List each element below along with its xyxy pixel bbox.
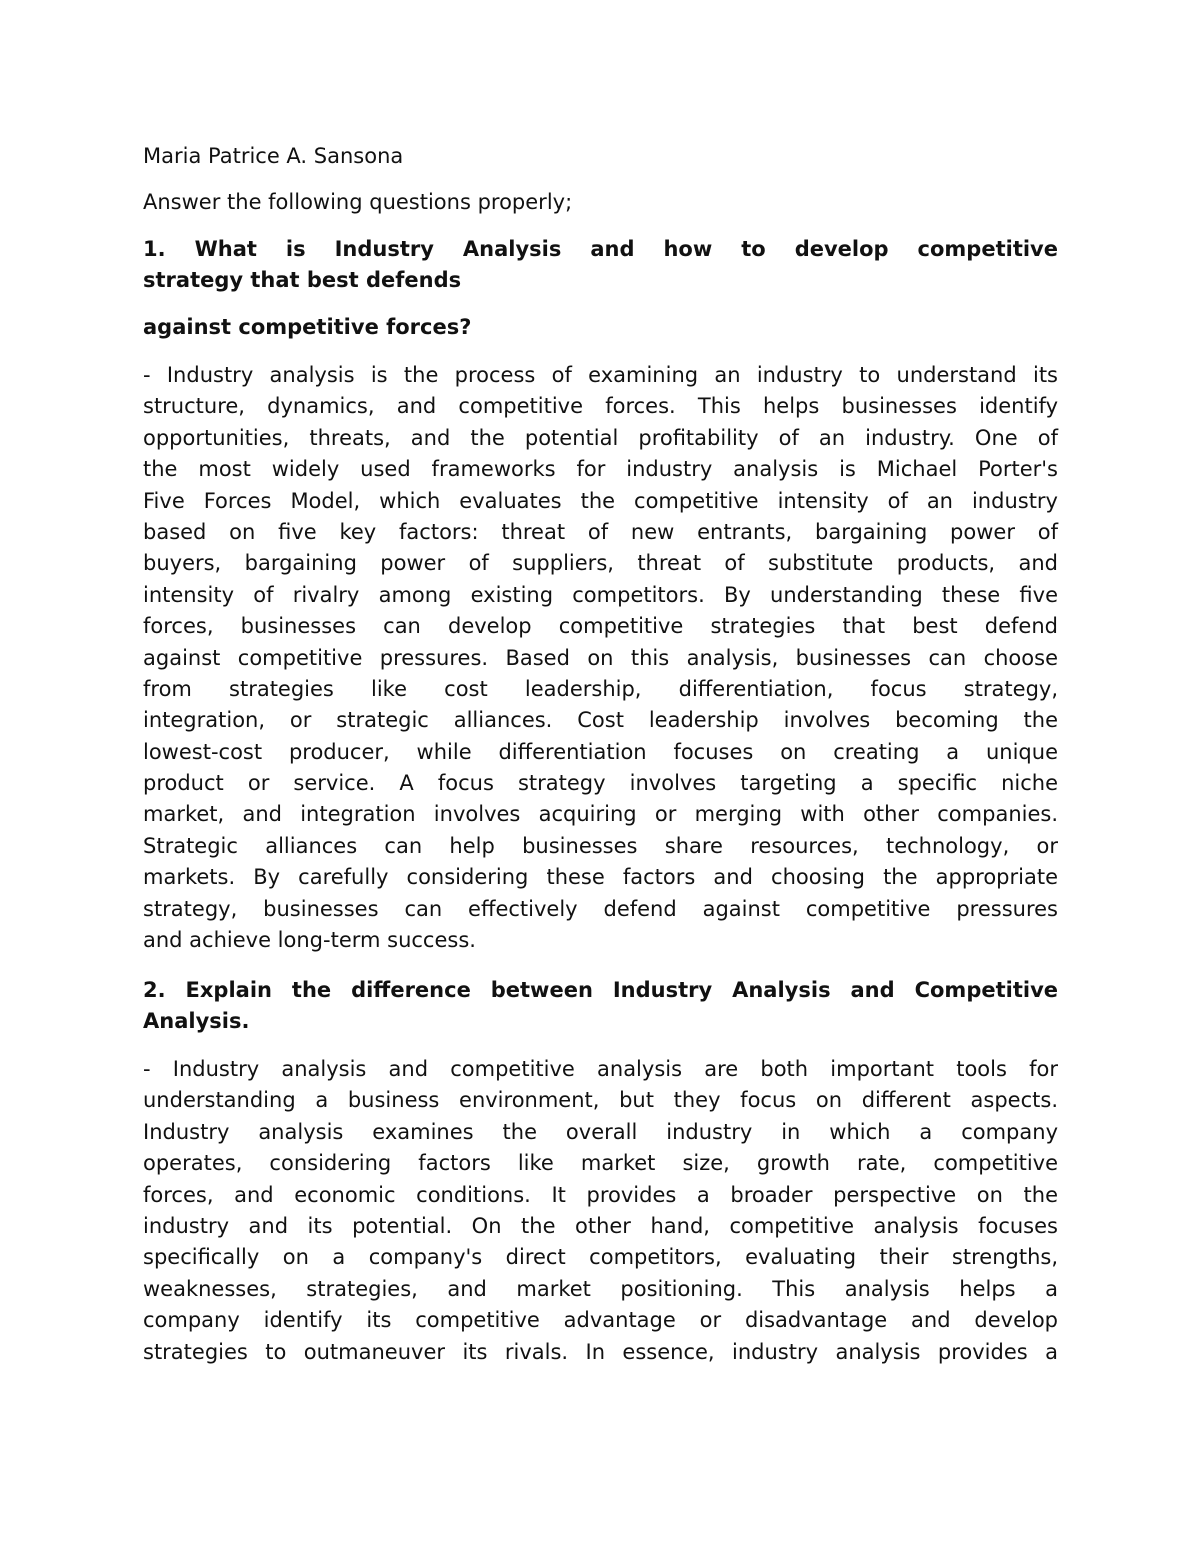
answer-line: and achieve long-term success.: [143, 928, 476, 953]
answer-line: Strategic alliances can help businesses share resources, technology, or: [143, 833, 1058, 858]
answer-line: - Industry analysis and competitive analysis are both important tools for: [143, 1057, 1058, 1081]
answer-line: buyers, bargaining power of suppliers, threat of substitute products, and: [143, 551, 1058, 576]
answer-line: forces, and economic conditions. It provides a broader perspective on the: [143, 1182, 1058, 1207]
answer-line: forces, businesses can develop competitive strategies that best defend: [143, 614, 1058, 639]
answer-line: markets. By carefully considering these factors and choosing the appropriate: [143, 865, 1058, 890]
instruction: Answer the following questions properly;: [143, 190, 573, 214]
question-1-heading: 1. What is Industry Analysis and how to develop competitive strategy that best defends: [143, 237, 1058, 293]
answer-line: from strategies like cost leadership, differentiation, focus strategy,: [143, 676, 1058, 701]
answer-line: structure, dynamics, and competitive forces. This helps businesses identify: [143, 394, 1058, 419]
author-name: Maria Patrice A. Sansona: [143, 144, 404, 168]
answer-line: market, and integration involves acquiring or merging with other companies.: [143, 802, 1058, 827]
answer-line: weaknesses, strategies, and market positioning. This analysis helps a: [143, 1276, 1058, 1301]
question-1-heading-continued: against competitive forces?: [143, 315, 472, 339]
answer-line: specifically on a company's direct competitors, evaluating their strengths,: [143, 1245, 1058, 1270]
question-2-answer: [143, 1054, 1058, 1368]
answer-line: Five Forces Model, which evaluates the competitive intensity of an industry: [143, 488, 1058, 513]
answer-line: operates, considering factors like market size, growth rate, competitive: [143, 1151, 1058, 1176]
answer-line: the most widely used frameworks for industry analysis is Michael Porter's: [143, 457, 1058, 482]
answer-line: - Industry analysis is the process of examining an industry to understand its: [143, 363, 1058, 387]
answer-line: understanding a business environment, but they focus on different aspects.: [143, 1088, 1058, 1113]
answer-line: against competitive pressures. Based on this analysis, businesses can choose: [143, 645, 1058, 670]
answer-line: integration, or strategic alliances. Cost leadership involves becoming the: [143, 708, 1058, 733]
answer-line: product or service. A focus strategy involves targeting a specific niche: [143, 771, 1058, 796]
answer-line: opportunities, threats, and the potential profitability of an industry. One of: [143, 425, 1058, 450]
answer-line: strategy, businesses can effectively defend against competitive pressures: [143, 896, 1058, 921]
answer-line: based on five key factors: threat of new entrants, bargaining power of: [143, 519, 1058, 544]
question-1-answer: [143, 360, 1058, 956]
answer-line: lowest-cost producer, while differentiation focuses on creating a unique: [143, 739, 1058, 764]
answer-line: intensity of rivalry among existing competitors. By understanding these five: [143, 582, 1058, 607]
answer-line: strategies to outmaneuver its rivals. In essence, industry analysis provides a: [143, 1339, 1058, 1364]
question-2-heading: 2. Explain the difference between Industry Analysis and Competitive Analysis.: [143, 978, 1058, 1034]
answer-line: company identify its competitive advantage or disadvantage and develop: [143, 1308, 1058, 1333]
answer-line: Industry analysis examines the overall industry in which a company: [143, 1119, 1058, 1144]
answer-line: industry and its potential. On the other hand, competitive analysis focuses: [143, 1213, 1058, 1238]
